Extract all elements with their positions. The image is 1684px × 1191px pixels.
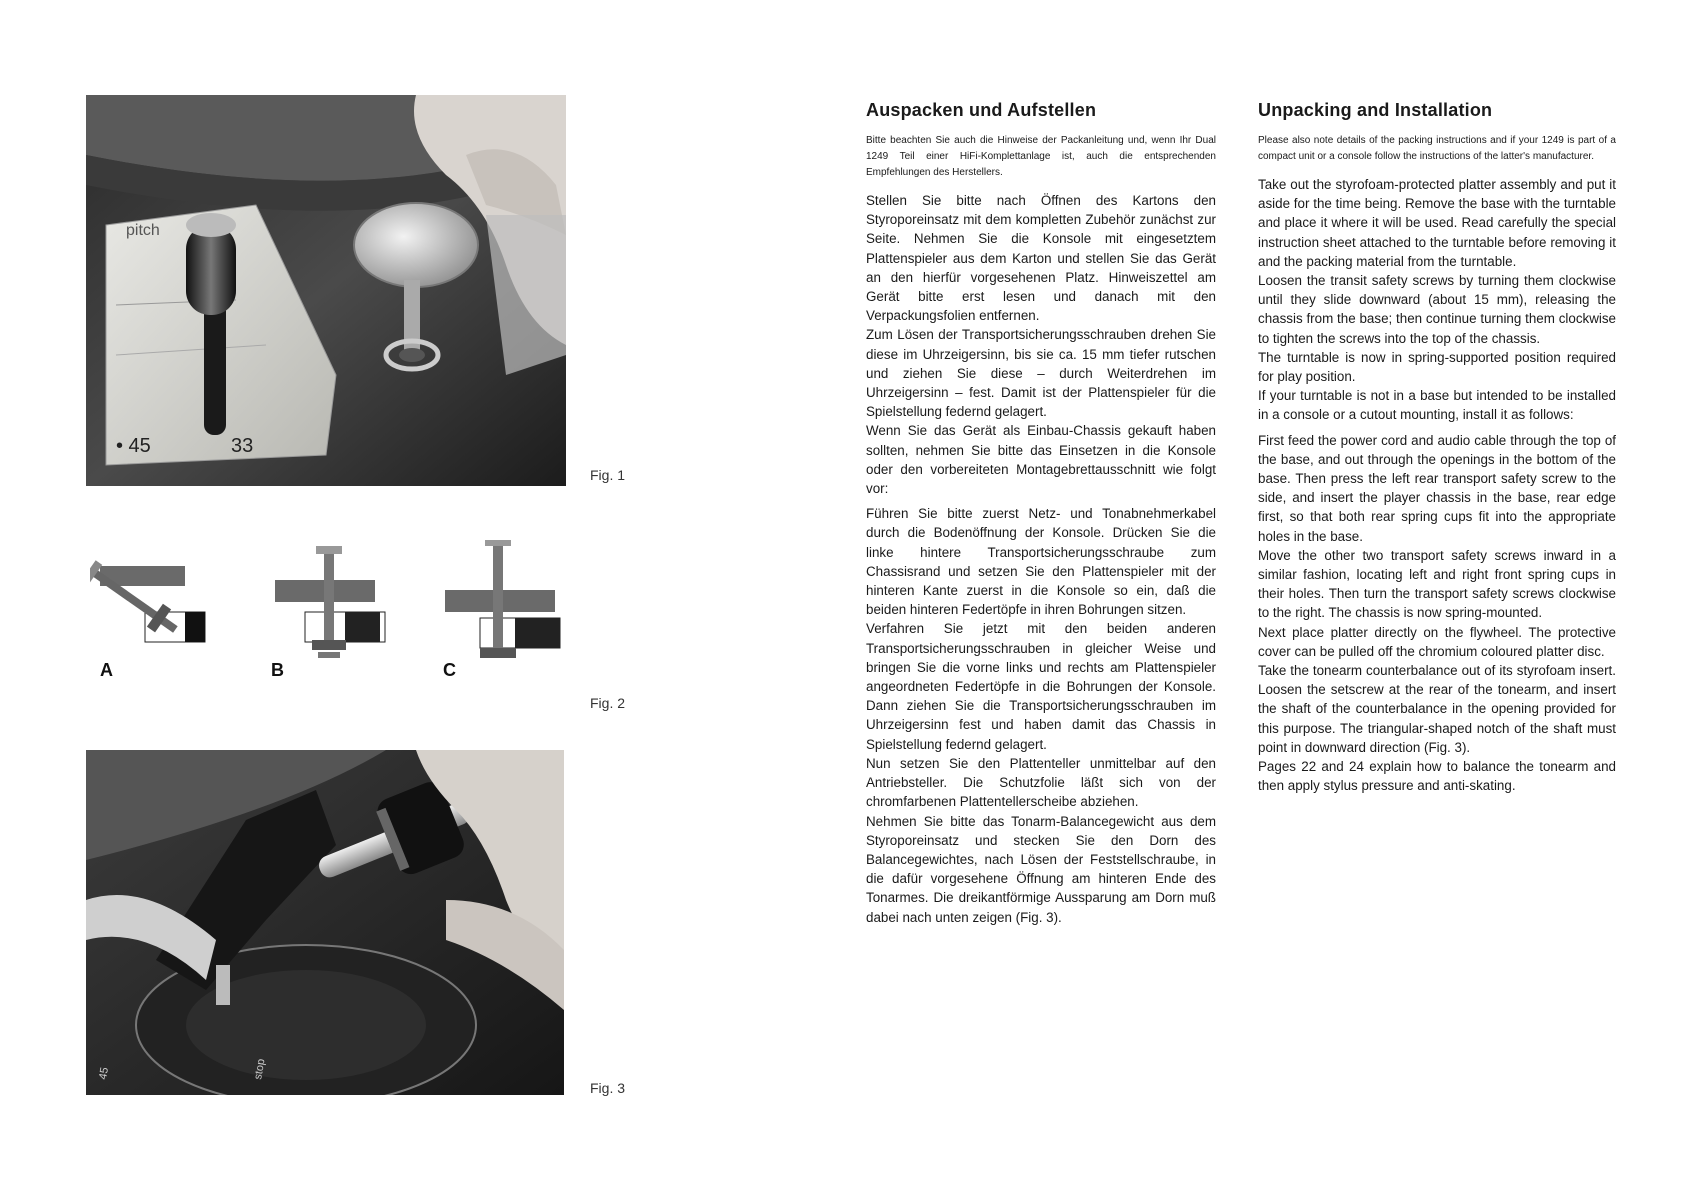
- english-paragraph-1: Take out the styrofoam-protected platter assembly and put it aside for the time being. Remove the base with the turntable and place it where it will be used. Read carefully the special instruction sheet attached to the turntable before removing it and the packing material from the turntable.: [1258, 177, 1616, 269]
- english-paragraph-4: If your turntable is not in a base but intended to be installed in a console or a cutout mounting, install it as follows:: [1258, 388, 1616, 423]
- figure-1-photo: [86, 95, 566, 486]
- figure-1-label: Fig. 1: [590, 467, 626, 483]
- german-intro: Bitte beachten Sie auch die Hinweise der Packanleitung und, wenn Ihr Dual 1249 Teil einer HiFi-Komplettanlage ist, auch die entsprechenden Empfehlungen des Herstellers.: [866, 135, 1216, 178]
- german-paragraph-3: Wenn Sie das Gerät als Einbau-Chassis gekauft haben sollten, nehmen Sie bitte das Einsetzen in die Konsole oder den vorbereiteten Montagebrettausschnitt wie folgt vor:: [866, 423, 1216, 497]
- english-paragraph-9: Pages 22 and 24 explain how to balance the tonearm and then apply stylus pressure and anti-skating.: [1258, 759, 1616, 794]
- part-a-illustration: [90, 558, 205, 642]
- figure-2-part-c-label: C: [443, 660, 456, 680]
- figure-3-illustration: [86, 750, 564, 1095]
- english-section: [1258, 100, 1616, 796]
- english-paragraph-8: Take the tonearm counterbalance out of its styrofoam insert. Loosen the setscrew at the rear of the tonearm, and insert the shaft of the counterbalance in the opening provided for this purpose. The triangular-shaped notch of the shaft must point in downward direction (Fig. 3).: [1258, 663, 1616, 755]
- dial-45-label: 45: [97, 1066, 112, 1081]
- english-paragraph-2: Loosen the transit safety screws by turning them clockwise until they slide downward (about 15 mm), releasing the chassis from the base; then continue turning them clockwise to tighten the screws into the top of the chassis.: [1258, 273, 1616, 346]
- german-paragraph-1: Stellen Sie bitte nach Öffnen des Kartons den Styroporeinsatz mit dem kompletten Zubehör zunächst zur Seite. Nehmen Sie die Konsole mit eingesetztem Plattenspieler aus dem Karton und stellen Sie das Gerät an den hierfür vorgesehenen Platz. Hinweiszettel am Gerät bitte erst lesen und danach mit den Verpackungsfolien entfernen.: [866, 193, 1216, 324]
- figure-2-label: Fig. 2: [590, 695, 626, 711]
- figure-2-part-b-label: B: [271, 660, 284, 680]
- figure-3-photo: [86, 750, 564, 1095]
- german-paragraph-7: Nehmen Sie bitte das Tonarm-Balancegewicht aus dem Styroporeinsatz und stecken Sie den Dorn des Balancegewichtes, nach Lösen der Feststellschraube, in die dafür vorgesehene Öffnung am hinteren Ende des Tonarmes. Die dreikantförmige Aussparung am Dorn muß dabei nach unten zeigen (Fig. 3).: [866, 813, 1216, 925]
- german-paragraph-5: Verfahren Sie jetzt mit den beiden anderen Transportsicherungsschrauben in gleicher Weise und bringen Sie die vorne links und rechts am Plattenspieler angeordneten Federtöpfe in die Bohrungen der Konsole. Dann ziehen Sie die Transportsicherungsschrauben im Uhrzeigersinn fest und haben damit das Chassis in Spielstellung federnd gelagert.: [866, 621, 1216, 752]
- english-paragraph-7: Next place platter directly on the flywheel. The protective cover can be pulled off the chromium coloured platter disc.: [1258, 624, 1616, 659]
- english-paragraph-3: The turntable is now in spring-supported position required for play position.: [1258, 349, 1616, 385]
- figure-2-diagram: [90, 540, 570, 670]
- part-b-illustration: [275, 546, 385, 658]
- figure-2-part-a-label: A: [100, 660, 113, 680]
- dial-stop-label: stop: [252, 1057, 268, 1081]
- german-paragraph-4: Führen Sie bitte zuerst Netz- und Tonabnehmerkabel durch die Bodenöffnung der Konsole. Drücken Sie die linke hintere Transportsicherungsschraube zum Chassisrand und setzen Sie den Plattenspieler mit der hinteren Kante zuerst in die Konsole so ein, daß die beiden hinteren Federtöpfe in ihren Bohrungen sitzen.: [866, 506, 1216, 618]
- figure-2-illustration: [90, 540, 570, 670]
- part-c-illustration: [445, 540, 560, 658]
- figure-1-illustration: [86, 95, 566, 486]
- english-paragraph-6: Move the other two transport safety screws inward in a similar fashion, locating left and right front spring cups in their holes. Then turn the transport safety screws clockwise to the right. The chassis is now spring-mounted.: [1258, 547, 1616, 621]
- pitch-label: pitch: [126, 222, 160, 239]
- english-paragraph-5: First feed the power cord and audio cable through the top of the base, and out through the openings in the bottom of the base. Then press the left rear transport safety screw to the side, and insert the player chassis in the base, rear edge first, so that both rear spring cups fit into the appropriate holes in the base.: [1258, 432, 1616, 544]
- german-paragraph-6: Nun setzen Sie den Plattenteller unmittelbar auf den Antriebsteller. Die Schutzfolie läßt sich von der chromfarbenen Plattentellerscheibe abziehen.: [866, 755, 1216, 810]
- german-title: Auspacken und Aufstellen: [866, 100, 1097, 120]
- figure-3-label: Fig. 3: [590, 1080, 626, 1096]
- german-paragraph-2: Zum Lösen der Transportsicherungsschrauben drehen Sie diese im Uhrzeigersinn, bis sie ca. 15 mm tiefer rutschen und ziehen Sie diese – durch Weiterdrehen im Uhrzeigersinn – fest. Damit ist der Plattenspieler für die Spielstellung federnd gelagert.: [866, 327, 1216, 420]
- english-intro: Please also note details of the packing instructions and if your 1249 is part of a compact unit or a console follow the instructions of the latter's manufacturer.: [1258, 135, 1616, 162]
- english-title: Unpacking and Installation: [1258, 100, 1493, 120]
- speed-33-label: 33: [231, 435, 254, 457]
- german-section: [866, 100, 1216, 927]
- speed-45-label: • 45: [116, 435, 151, 457]
